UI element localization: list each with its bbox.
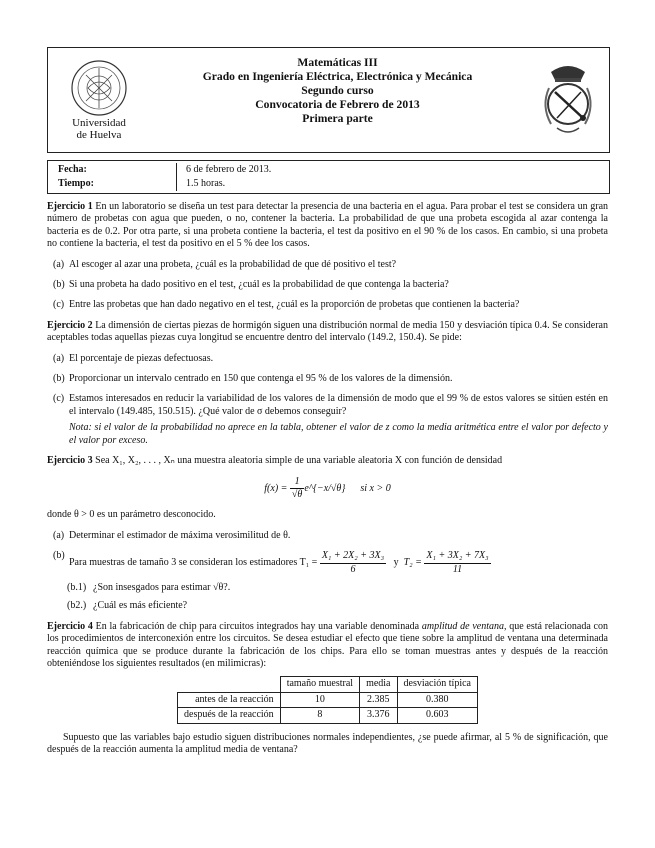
exercise-4-question: Supuesto que las variables bajo estudio siguen distribuciones normales independientes, ¿se puede afirmar, al 5 % de significación, que después de la reacción aumenta la amplitud media de ventana? bbox=[47, 731, 608, 755]
exercise-1-text: En un laboratorio se diseña un test para detectar la presencia de una bacteria en el agua. Para probar el test se considera un gran número de probetas con agua que pueden, o no, contener la bacteria. La probabilidad de que una probeta escogida al azar contenga la bacteria es de 0.2. Por otra parte, si una probeta contiene la bacteria, el test da positivo en el 90 % de los casos. En cambio, si una probeta no contiene la bacteria, el test da positivo en el 5 % dee los casos. bbox=[47, 201, 609, 250]
exercise-3-title: Ejercicio 3 bbox=[47, 455, 93, 467]
logo-text-1: Universidad bbox=[72, 117, 126, 129]
year-title: Segundo curso bbox=[301, 84, 374, 97]
degree-title: Grado en Ingeniería Eléctrica, Electrónica y Mecánica bbox=[202, 70, 473, 83]
exercise-1 bbox=[47, 201, 608, 312]
exercise-2-b: (b) Proporcionar un intervalo centrado en 150 que contenga el 95 % de los valores de la dimensión. bbox=[53, 373, 453, 385]
exercise-2-title: Ejercicio 2 bbox=[47, 319, 93, 331]
exercise-4: Ejercicio 4 En la fabricación de chip para circuitos integrados hay una variable denominada amplitud de ventana, que está relacionada con los procedimientos de interconexión entre los circuitos. Se desea estudiar el efecto que tiene sobre la amplitud de ventana una determinada reacción química que se produce durante la fabricación de los chips. Para ello se toman muestras antes y después de la reacción obteniéndose los siguientes resultados (en milimicras): tamaño muestral media desviación típica antes de la reacción 10 2.385 0.380 después de la reacción 8 3.376 0.603 Supuesto que las variables bajo estudio siguen distribuciones normales independientes, ¿se puede afirmar, al 5 % de significación, que después de la reacción aumenta la amplitud media de ventana? bbox=[47, 620, 608, 755]
exam-session: Convocatoria de Febrero de 2013 bbox=[255, 98, 420, 111]
info-divider bbox=[176, 163, 177, 191]
logo-text-2: de Huelva bbox=[76, 129, 122, 141]
time-value: 1.5 horas. bbox=[186, 178, 226, 189]
exercise-3-a: (a) Determinar el estimador de máxima verosimilitud de θ. bbox=[53, 529, 291, 541]
exam-body bbox=[47, 201, 608, 764]
exercise-2-a: (a) El porcentaje de piezas defectuosas. bbox=[53, 352, 214, 364]
exercise-3-after: donde θ > 0 es un parámetro desconocido. bbox=[47, 509, 216, 521]
exercise-3-b: (b) Para muestras de tamaño 3 se consideran los estimadores T₁ = $\frac{\text{X₁ + 2X₂ + 3X₃}}{6}$ y T₂ = $\frac{\text{X₁ + 3X₂ + 7X₃}}{11}$ bbox=[53, 550, 489, 575]
date-label: Fecha: bbox=[58, 164, 87, 175]
exercise-1-a: (a) Al escoger al azar una probeta, ¿cuál es la probabilidad de que dé positivo el test? bbox=[53, 258, 397, 270]
date-value: 6 de febrero de 2013. bbox=[186, 164, 272, 175]
school-crest-icon bbox=[537, 58, 599, 142]
exercise-3 bbox=[47, 455, 608, 613]
header-titles bbox=[146, 56, 529, 126]
results-table bbox=[177, 676, 478, 723]
course-title: Matemáticas III bbox=[297, 56, 378, 69]
exercise-1-b: (b) Si una probeta ha dado positivo en el test, ¿cuál es la probabilidad de que contenga la bacteria? bbox=[53, 279, 449, 291]
exercise-2-text: La dimensión de ciertas piezas de hormigón siguen una distribución normal de media 150 y desviación típica 0.4. Se consideran aceptables todas aquellas piezas cuya longitud se encuentre dentro del intervalo (149.2, 150.4). Se pide: bbox=[47, 319, 608, 344]
exercise-3-b2: (b2.) ¿Cuál es más eficiente? bbox=[67, 600, 188, 612]
table-row: después de la reacción 8 3.376 0.603 bbox=[178, 708, 478, 723]
exercise-2-note: Nota: si el valor de la probabilidad no aprece en la tabla, obtener el valor de z como la media aritmética entre el valor por defecto y el valor por exceso. bbox=[69, 422, 608, 446]
exam-part: Primera parte bbox=[302, 112, 373, 125]
exercise-1-c: (c) Entre las probetas que han dado negativo en el test, ¿cuál es la proporción de probetas que contienen la bacteria? bbox=[53, 299, 520, 311]
exercise-1-title: Ejercicio 1 bbox=[47, 201, 93, 212]
exercise-3-b1: (b.1) ¿Son insesgados para estimar √θ?. bbox=[67, 581, 231, 593]
exercise-2 bbox=[47, 320, 608, 447]
exercise-4-title: Ejercicio 4 bbox=[47, 620, 93, 632]
exam-info-box bbox=[47, 160, 610, 194]
table-header-row: tamaño muestral media desviación típica bbox=[178, 677, 478, 692]
density-formula: f(x) = $\frac{1}{√\theta}$ e^{−x/√θ} si x > 0 bbox=[264, 475, 391, 500]
exercise-3-text: Sea X₁, X₂, . . . , Xₙ una muestra aleatoria simple de una variable aleatoria X con función de densidad bbox=[95, 455, 503, 467]
table-row: antes de la reacción 10 2.385 0.380 bbox=[178, 692, 478, 707]
exercise-2-c: (c) Estamos interesados en reducir la variabilidad de los valores de la dimensión de modo que el 99 % de estos valores se sitúen estén en el intervalo (149.485, 150.515). ¿Qué valor de σ debemos conseguir? Nota: si el valor de la probabilidad no aprece en la tabla, obtener el valor de z como la media aritmética entre el valor por defecto y el valor por exceso. bbox=[53, 393, 608, 446]
university-logo bbox=[58, 58, 140, 142]
time-label: Tiempo: bbox=[58, 178, 94, 189]
exam-header bbox=[47, 47, 610, 153]
